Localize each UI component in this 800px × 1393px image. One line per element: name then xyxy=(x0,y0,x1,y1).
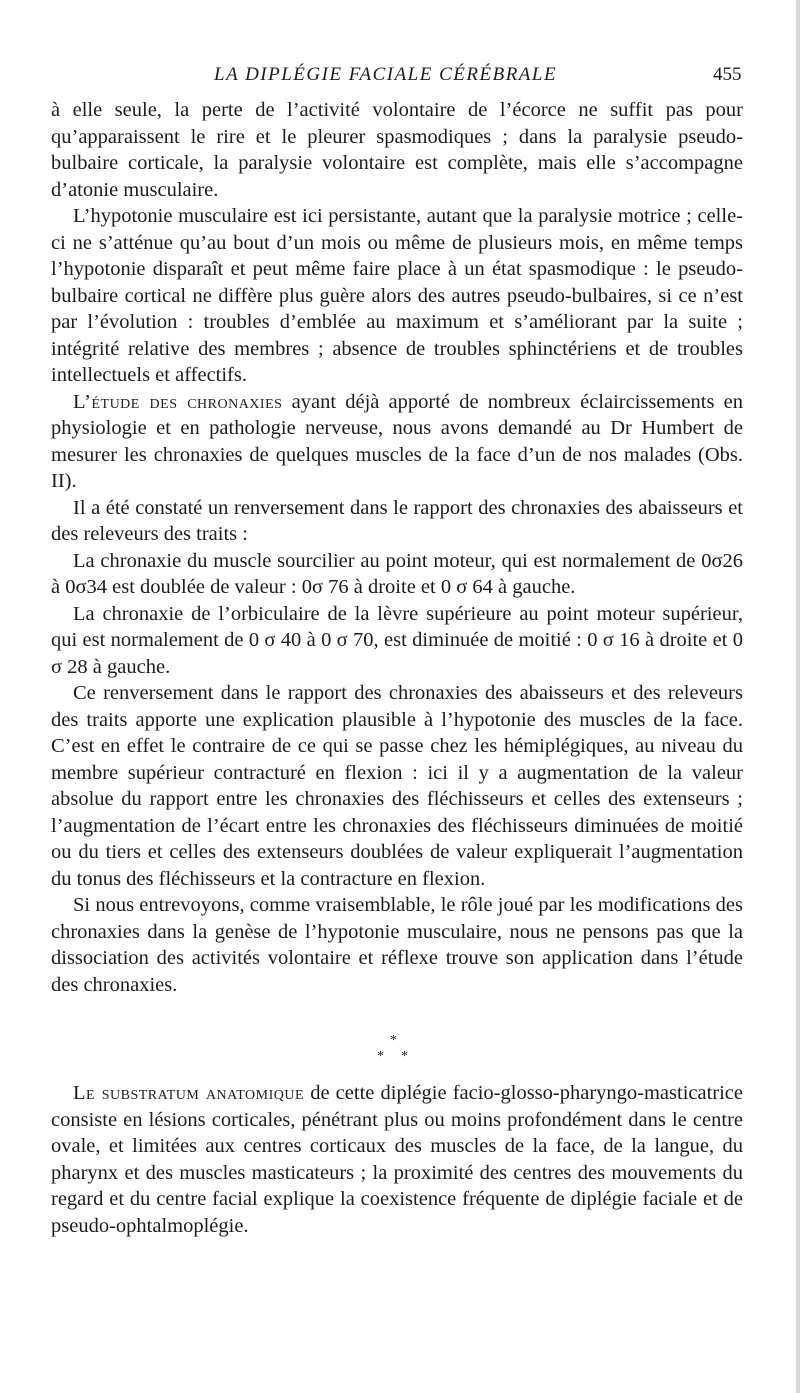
paragraph-3-text: ayant déjà apporté de nombreux éclaircissements en physiologie et en pathologie nerveuse, nous avons demandé au Dr Humbert de mesurer les chronaxies de quelques muscles de la face d’un de nos malades (Obs. II). xyxy=(51,390,743,492)
smallcaps-heading-substratum: Le substratum anatomique xyxy=(73,1082,305,1104)
running-title: LA DIPLÉGIE FACIALE CÉRÉBRALE xyxy=(214,64,558,85)
body-text xyxy=(51,97,743,1239)
paragraph-5: La chronaxie du muscle sourcilier au point moteur, qui est normalement de 0σ26 à 0σ34 est doublée de valeur : 0σ 76 à droite et 0 σ 64 à gauche. xyxy=(51,549,743,598)
paragraph-8: Si nous entrevoyons, comme vraisemblable, le rôle joué par les modifications des chronaxies dans la genèse de l’hypotonie musculaire, nous ne pensons pas que la dissociation des activités volontaire et réflexe trouve son application dans l’étude des chronaxies. xyxy=(51,894,743,996)
asterism-star: * xyxy=(390,1033,397,1048)
paragraph-7: Ce renversement dans le rapport des chronaxies des abaisseurs et des releveurs des traits apporte une explication plausible à l’hypotonie des muscles de la face. C’est en effet le contraire de ce qui se passe chez les hémiplégiques, au niveau du membre supérieur contracturé en flexion : ici il y a augmentation de la valeur absolue du rapport entre les chronaxies des fléchisseurs et celles des extenseurs ; l’augmentation de l’écart entre les chronaxies des fléchisseurs diminuées de moitié ou du tiers et celles des extenseurs doublées de valeur expliquerait l’augmentation du tonus des fléchisseurs et la contracture en flexion. xyxy=(51,682,743,890)
paragraph-2: L’hypotonie musculaire est ici persistante, autant que la paralysie motrice ; celle-ci ne s’atténue qu’au bout d’un mois ou même de plusieurs mois, en même temps l’hypotonie disparaît et peut même faire place à un état spasmodique : le pseudo-bulbaire cortical ne diffère plus guère alors des autres pseudo-bulbaires, si ce n’est par l’évolution : troubles d’emblée au maximum et s’améliorant par la suite ; intégrité relative des membres ; absence de troubles sphinctériens et de troubles intellectuels et affectifs. xyxy=(51,205,743,386)
page-edge-shadow xyxy=(796,0,800,1393)
paragraph-9 xyxy=(51,1080,743,1239)
paragraph-9-text: de cette diplégie facio-glosso-pharyngo-masticatrice consiste en lésions corticales, pénétrant plus ou moins profondément dans le centre ovale, et limitées aux centres corticaux des muscles de la face, de la langue, du pharynx et des muscles masticateurs ; la proximité des centres des mouvements du regard et du centre facial explique la coexistence fréquente de diplégie faciale et de pseudo-ophtalmoplégie. xyxy=(51,1082,744,1237)
asterism-star: * xyxy=(377,1049,384,1064)
paragraph-1: à elle seule, la perte de l’activité volontaire de l’écorce ne suffit pas pour qu’apparaissent le rire et le pleurer spasmodiques ; dans la paralysie pseudo-bulbaire corticale, la paralysie volontaire est complète, mais elle s’accompagne d’atonie musculaire. xyxy=(51,99,743,201)
paragraph-4: Il a été constaté un renversement dans le rapport des chronaxies des abaisseurs et des releveurs des traits : xyxy=(51,496,743,545)
running-head xyxy=(0,64,800,90)
page-number: 455 xyxy=(713,64,742,85)
smallcaps-heading-chronaxies: L’étude des chronaxies xyxy=(73,390,283,413)
paragraph-6: La chronaxie de l’orbiculaire de la lèvre supérieure au point moteur supérieur, qui est normalement de 0 σ 40 à 0 σ 70, est diminuée de moitié : 0 σ 16 à droite et 0 σ 28 à gauche. xyxy=(51,602,743,678)
section-asterism xyxy=(51,1008,743,1080)
paragraph-3 xyxy=(51,389,743,495)
asterism-star: * xyxy=(401,1049,408,1064)
